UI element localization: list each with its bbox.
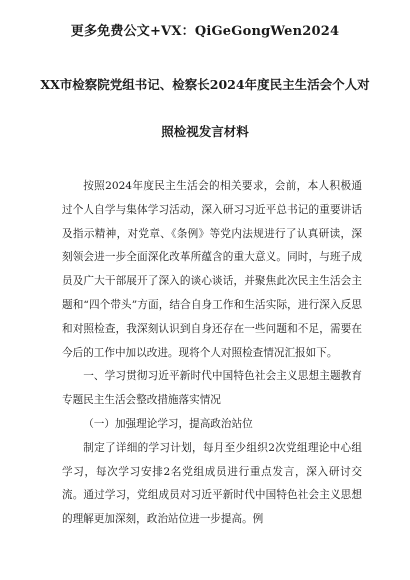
body-paragraph: 制定了详细的学习计划，每月至少组织2次党组理论中心组学习，每次学习安排2名党组成员进行重点发言，深入研讨交流。通过学习，党组成员对习近平新时代中国特色社会主义思想的理解更加深刻，政治站位进一步提高。例 [62, 441, 362, 526]
document-title-line-1: XX市检察院党组书记、检察长2024年度民主生活会个人对 [40, 77, 370, 92]
subsection-heading-1: （一）加强理论学习，提高政治站位 [83, 417, 253, 430]
section-heading-1: 一、学习贯彻习近平新时代中国特色社会主义思想主题教育专题民主生活会整改措施落实情况 [62, 370, 362, 407]
promo-header: 更多免费公文+VX：QiGeGongWen2024 [70, 24, 340, 39]
document-title-line-2: 照检视发言材料 [161, 124, 249, 139]
document-body [62, 175, 362, 532]
intro-paragraph: 按照2024年度民主生活会的相关要求，会前，本人积极通过个人自学与集体学习活动，深入研习习近平总书记的重要讲话及指示精神，对党章、《条例》等党内法规进行了认真研读，深刻领会进一步全面深化改革所蕴含的重大意义。同时，与班子成员及广大干部展开了深入的谈心谈话，并聚焦此次民主生活会主题和“四个带头”方面，结合自身工作和生活实际，进行深入反思和对照检查，我深刻认识到自身还存在一些问题和不足，需要在今后的工作中加以改进。现将个人对照检查情况汇报如下。 [62, 180, 362, 359]
